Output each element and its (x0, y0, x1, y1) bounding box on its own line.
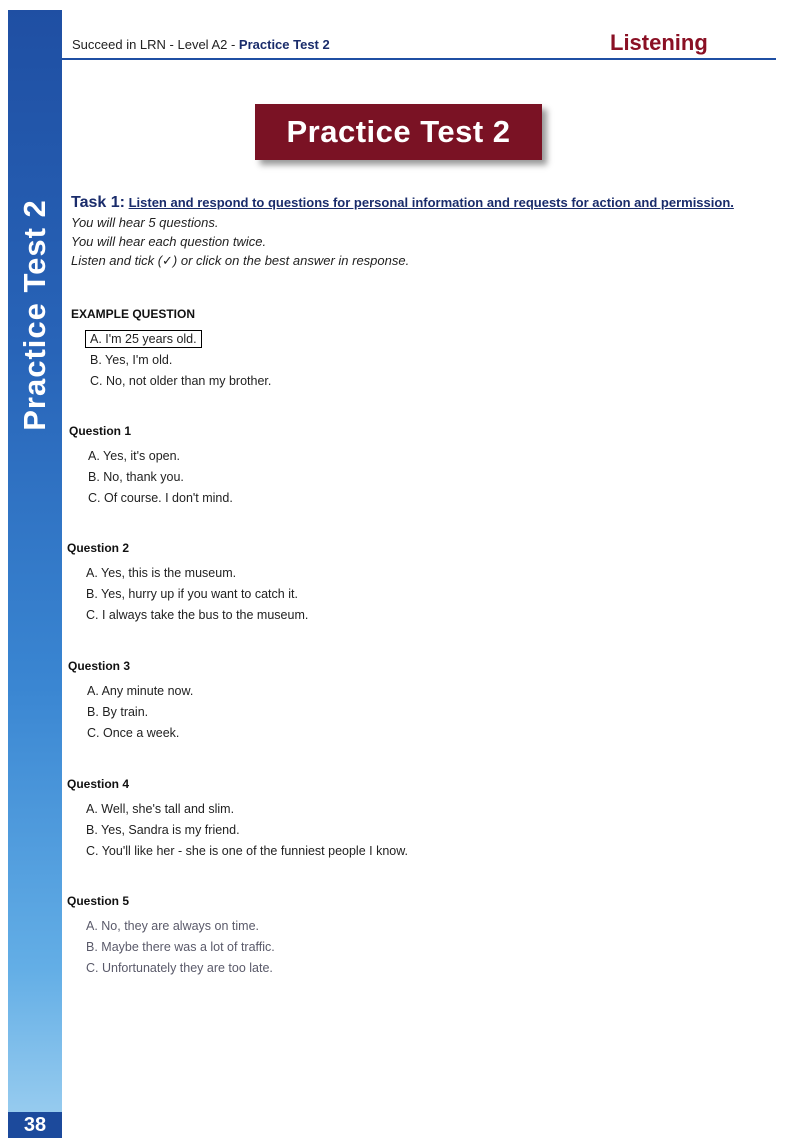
answer-option-c[interactable]: C. Unfortunately they are too late. (86, 961, 273, 975)
question-2 (67, 541, 567, 626)
answer-option-a[interactable]: A. Well, she's tall and slim. (86, 802, 235, 816)
question-3 (68, 659, 568, 744)
sidebar-label-text: Practice Test 2 (17, 199, 52, 431)
question-title: Question 2 (67, 541, 130, 555)
question-title: Question 4 (67, 777, 130, 791)
answer-option-b[interactable]: B. By train. (87, 705, 149, 719)
header-title (72, 37, 330, 52)
header-prefix: Succeed in LRN - Level A2 - (72, 37, 239, 52)
task-number: Task 1: (71, 194, 125, 211)
answer-option-a[interactable]: A. Yes, this is the museum. (86, 566, 237, 580)
question-title: Question 5 (67, 894, 130, 908)
answer-option-b[interactable]: B. Yes, hurry up if you want to catch it. (86, 587, 298, 601)
answer-option-a[interactable]: A. Any minute now. (87, 684, 194, 698)
answer-option-c[interactable]: C. Of course. I don't mind. (88, 491, 233, 505)
example-question (71, 307, 571, 392)
header-test-name: Practice Test 2 (238, 37, 330, 52)
question-title: Question 1 (69, 424, 132, 438)
answer-option-b[interactable]: B. No, thank you. (88, 470, 184, 484)
question-1 (69, 424, 569, 509)
task-line: You will hear 5 questions. (71, 215, 219, 230)
task-instructions (71, 193, 771, 270)
page-number: 38 (8, 1112, 62, 1138)
header-rule (62, 58, 776, 60)
answer-option-c[interactable]: C. You'll like her - she is one of the funniest people I know. (86, 844, 409, 858)
answer-option-a[interactable] (71, 329, 571, 350)
task-line: You will hear each question twice. (71, 234, 267, 249)
answer-option-a[interactable]: A. No, they are always on time. (86, 919, 259, 933)
answer-option-a[interactable]: A. Yes, it's open. (88, 449, 181, 463)
question-title: Question 3 (68, 659, 131, 673)
answer-option-c[interactable]: C. I always take the bus to the museum. (86, 608, 309, 622)
answer-option-b[interactable]: B. Yes, I'm old. (90, 353, 173, 367)
task-description: Listen and respond to questions for personal information and requests for action and permission. (128, 195, 734, 210)
task-line: Listen and tick (✓) or click on the best answer in response. (71, 253, 410, 268)
answer-option-b[interactable]: B. Maybe there was a lot of traffic. (86, 940, 275, 954)
sidebar-label (8, 200, 62, 430)
question-title: EXAMPLE QUESTION (71, 307, 196, 321)
page-title-banner: Practice Test 2 (255, 104, 542, 160)
sidebar-bar (8, 10, 62, 1138)
task-title (71, 193, 771, 213)
answer-option-c[interactable]: C. No, not older than my brother. (90, 374, 272, 388)
question-5 (67, 894, 567, 979)
answer-option-c[interactable]: C. Once a week. (87, 726, 180, 740)
question-4 (67, 777, 567, 862)
answer-option-label: A. I'm 25 years old. (85, 330, 202, 348)
answer-option-b[interactable]: B. Yes, Sandra is my friend. (86, 823, 240, 837)
header-section: Listening (610, 30, 708, 55)
